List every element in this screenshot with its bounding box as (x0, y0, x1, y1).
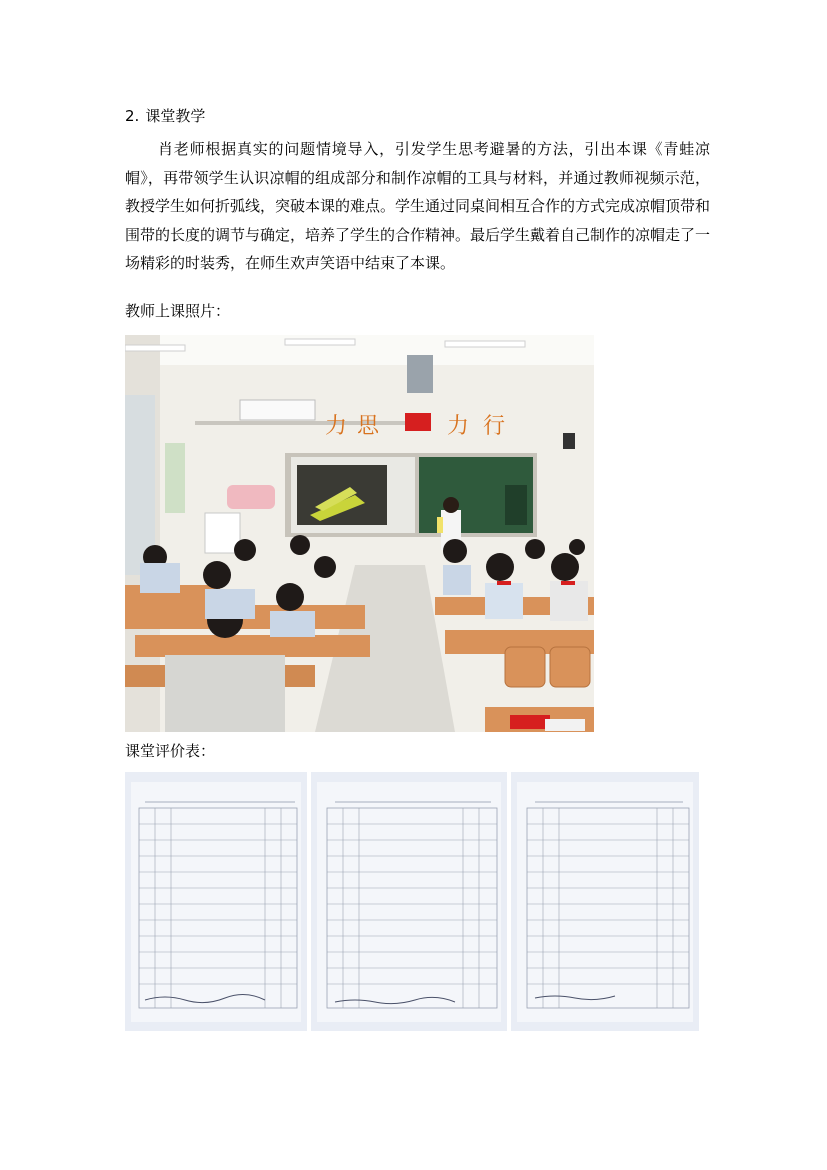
evaluation-sheet-3 (511, 772, 699, 1031)
slogan-char-4: 行 (483, 414, 506, 439)
evaluation-sheet-1 (125, 772, 307, 1031)
section-number: 2. (125, 107, 140, 125)
evaluation-sheets (125, 772, 699, 1031)
section-title: 课堂教学 (145, 107, 206, 125)
evaluation-caption: 课堂评价表： (125, 742, 216, 760)
slogan-char-2: 思 (357, 414, 380, 439)
evaluation-sheet-2 (311, 772, 507, 1031)
photo-caption: 教师上课照片： (125, 302, 231, 320)
section-heading (125, 104, 205, 128)
slogan-char-1: 力 (325, 414, 348, 439)
body-paragraph: 肖老师根据真实的问题情境导入，引发学生思考避暑的方法，引出本课《青蛙凉帽》，再带领学生认识凉帽的组成部分和制作凉帽的工具与材料，并通过教师视频示范，教授学生如何折弧线，突破本课的难点。学生通过同桌间相互合作的方式完成凉帽顶带和围带的长度的调节与确定，培养了学生的合作精神。最后学生戴着自己制作的凉帽走了一场精彩的时装秀，在师生欢声笑语中结束了本课。 (125, 140, 711, 272)
slogan-char-3: 力 (447, 414, 470, 439)
classroom-photo (125, 335, 594, 732)
